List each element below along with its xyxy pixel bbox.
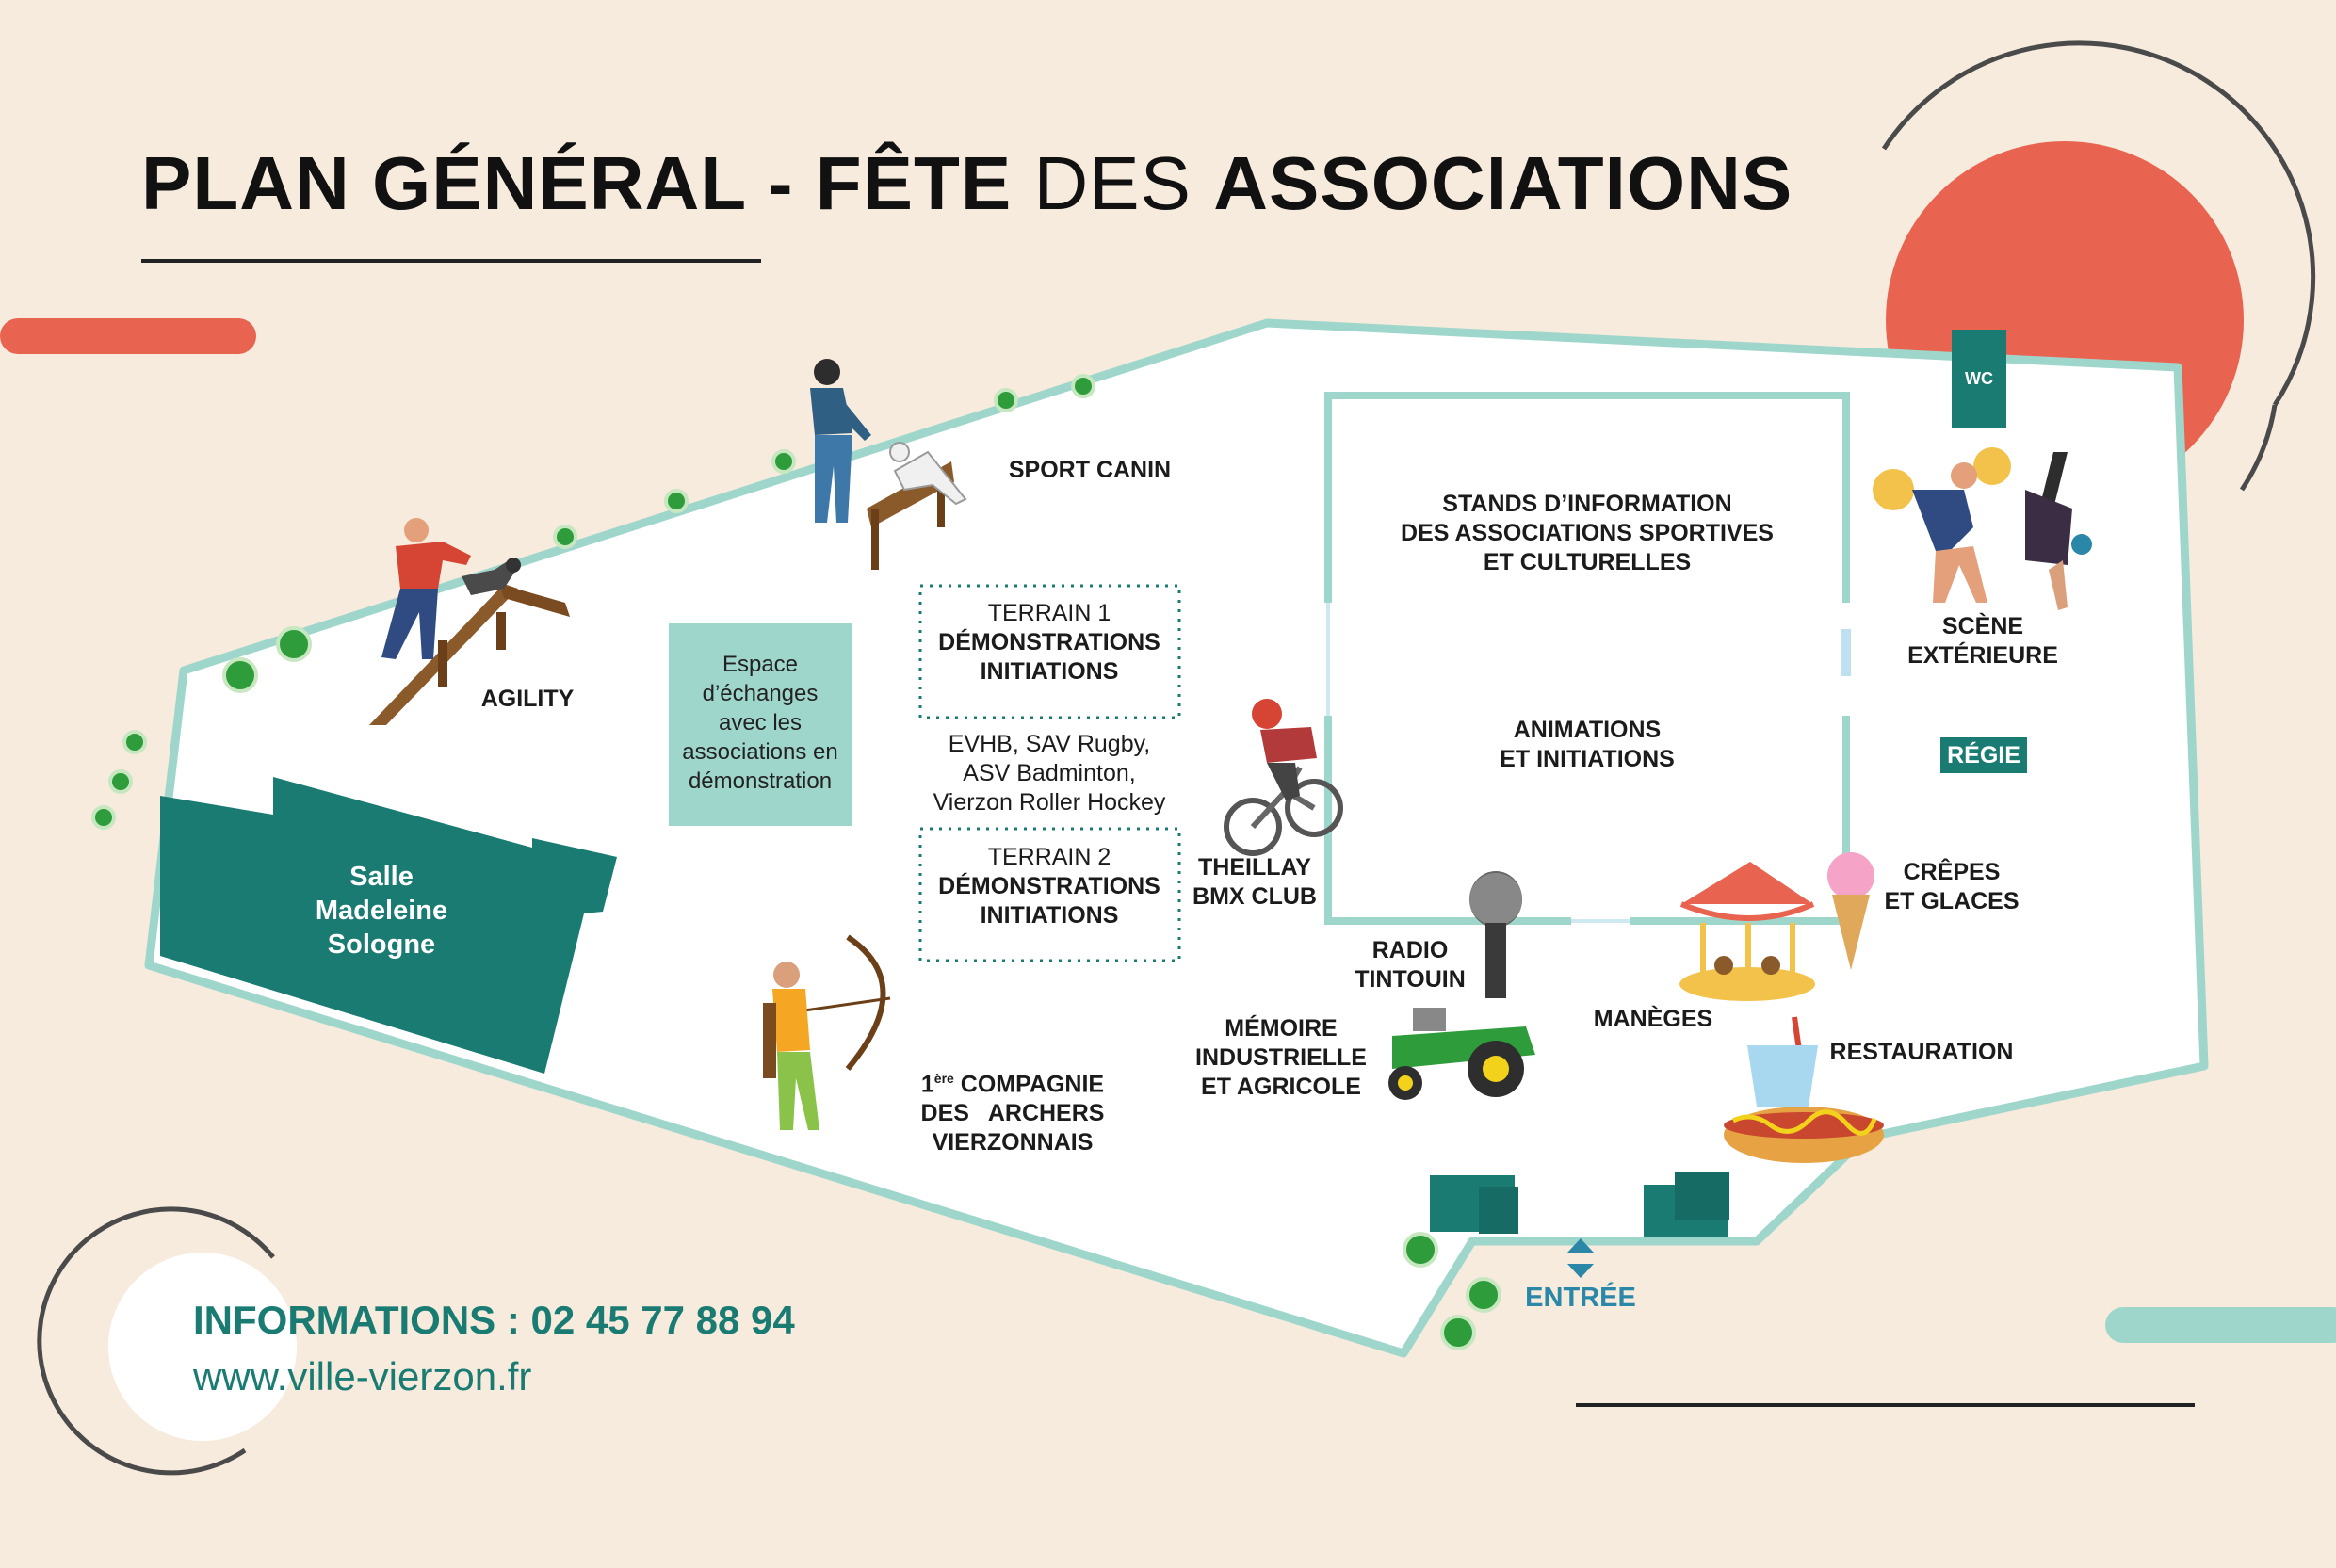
- hot-dog-icon: [1724, 1107, 1884, 1163]
- decor-teal-bar: [2105, 1307, 2336, 1343]
- title-part-2: DES: [1033, 141, 1192, 225]
- espace-echanges-box: [669, 623, 852, 826]
- info-phone: INFORMATIONS : 02 45 77 88 94: [193, 1298, 795, 1342]
- sport-canin-label: SPORT CANIN: [1008, 457, 1172, 483]
- terrain-2-label: TERRAIN 2 DÉMONSTRATIONS INITIATIONS: [938, 844, 1160, 929]
- maneges-label: MANÈGES: [1593, 1006, 1713, 1032]
- title-part-3: ASSOCIATIONS: [1213, 141, 1793, 225]
- crepes-label: CRÊPES ET GLACES: [1884, 859, 2020, 914]
- salle-label: Salle Madeleine Sologne: [315, 862, 448, 960]
- stands-label: STANDS D’INFORMATION DES ASSOCIATIONS SPORTIVES ET CULTURELLES: [1401, 491, 1774, 575]
- wc-box: [1952, 330, 2006, 428]
- regie-label: RÉGIE: [1947, 741, 2020, 768]
- memoire-label: MÉMOIRE INDUSTRIELLE ET AGRICOLE: [1195, 1015, 1367, 1100]
- agility-label: AGILITY: [480, 686, 575, 712]
- wc-label: WC: [1965, 369, 1993, 388]
- decor-coral-bar: [0, 318, 256, 354]
- title-part-1: PLAN GÉNÉRAL - FÊTE: [141, 141, 1013, 225]
- archers-label: 1ère COMPAGNIE DES ARCHERS VIERZONNAIS: [920, 1071, 1105, 1156]
- website-link[interactable]: www.ville-vierzon.fr: [193, 1354, 532, 1398]
- radio-label: RADIO TINTOUIN: [1355, 937, 1466, 993]
- restauration-label: RESTAURATION: [1829, 1039, 2014, 1065]
- bmx-label: THEILLAY BMX CLUB: [1192, 854, 1317, 910]
- animations-label: ANIMATIONS ET INITIATIONS: [1500, 717, 1675, 772]
- clubs-label: EVHB, SAV Rugby, ASV Badminton, Vierzon Roller Hockey: [933, 731, 1166, 816]
- espace-label: Espace d’échanges avec les associations en démonstration: [682, 652, 838, 794]
- entree-label: ENTRÉE: [1525, 1283, 1636, 1313]
- regie-box: [1940, 737, 2027, 773]
- page-title: [141, 141, 1793, 226]
- decor-white-circle: [108, 1253, 297, 1441]
- scene-label: SCÈNE EXTÉRIEURE: [1907, 613, 2058, 669]
- terrain-1-label: TERRAIN 1 DÉMONSTRATIONS INITIATIONS: [938, 600, 1160, 685]
